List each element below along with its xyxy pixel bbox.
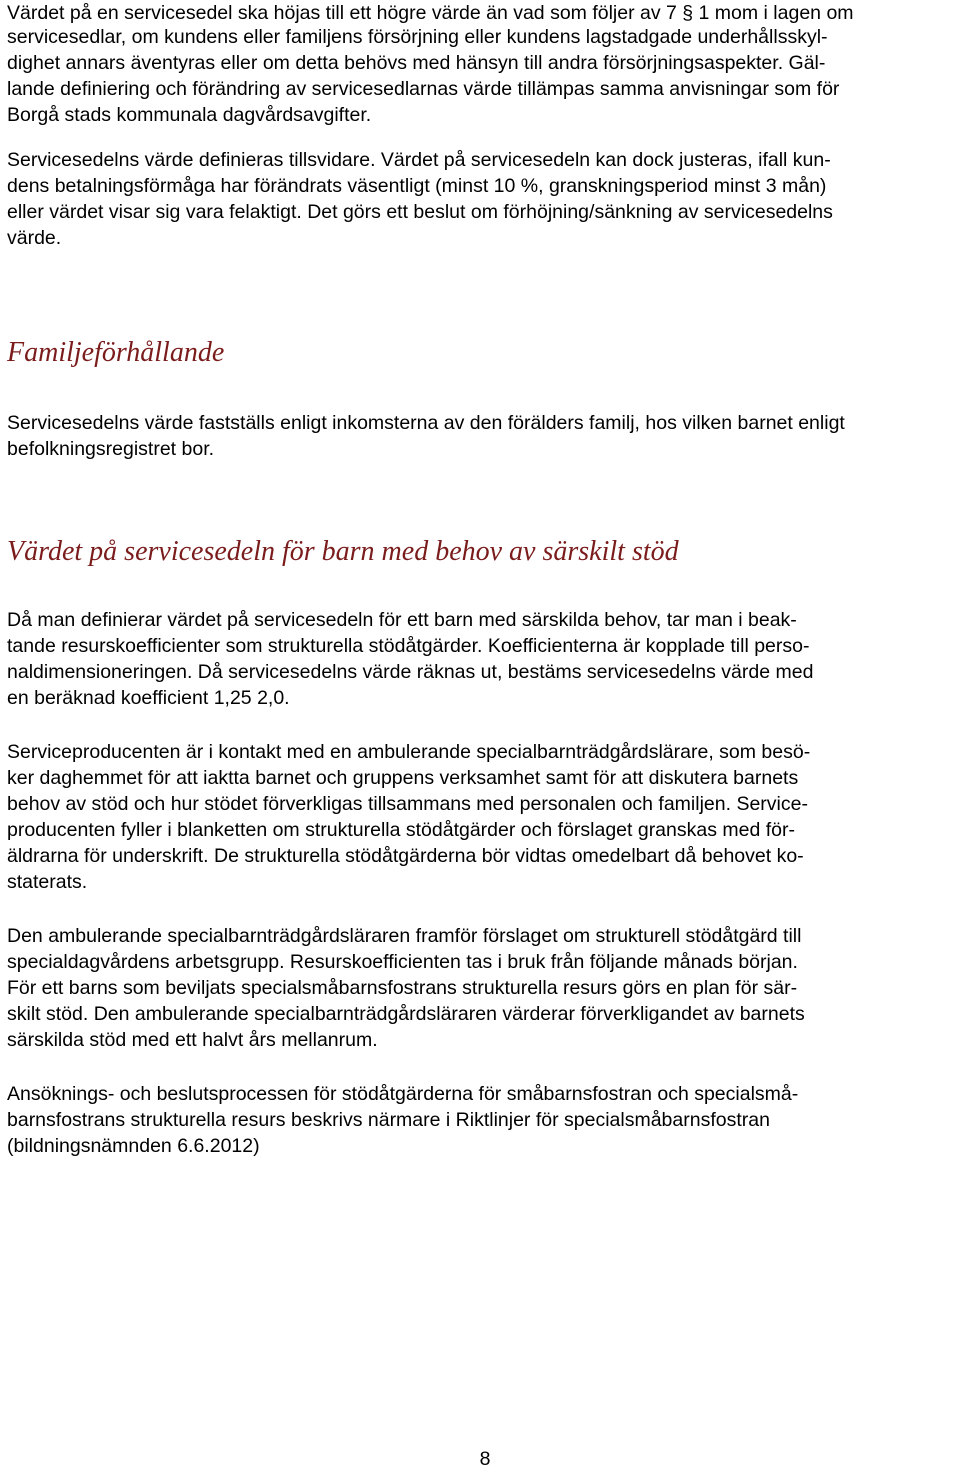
text-line: Borgå stads kommunala dagvårdsavgifter. (7, 104, 372, 126)
text-line: Ansöknings- och beslutsprocessen för stödåtgärderna för småbarnsfostran och specialsmå- (7, 1083, 799, 1105)
text-line: För ett barns som beviljats specialsmåbarnsfostrans strukturella resurs görs en plan för sär- (7, 977, 798, 999)
text-line: äldrarna för underskrift. De strukturella stödåtgärderna bör vidtas omedelbart då behovet ko- (7, 845, 804, 867)
text-line: naldimensioneringen. Då servicesedelns värde räknas ut, bestäms servicesedelns värde med (7, 661, 814, 683)
text-line: Den ambulerande specialbarnträdgårdsläraren framför förslaget om strukturell stödåtgärd till (7, 925, 802, 947)
text-line: en beräknad koefficient 1,25 2,0. (7, 687, 290, 709)
text-line: (bildningsnämnden 6.6.2012) (7, 1135, 260, 1157)
text-line: staterats. (7, 871, 88, 893)
text-line: Servicesedelns värde definieras tillsvidare. Värdet på servicesedeln kan dock justeras, ifall kun- (7, 149, 831, 171)
text-line: dighet annars äventyras eller om detta behövs med hänsyn till andra försörjningsaspekter. Gäl- (7, 52, 826, 74)
text-line: behov av stöd och hur stödet förverkligas tillsammans med personalen och familjen. Service- (7, 793, 808, 815)
text-line: eller värdet visar sig vara felaktigt. Det görs ett beslut om förhöjning/sänkning av servicesedelns (7, 201, 833, 223)
text-line: Serviceproducenten är i kontakt med en ambulerande specialbarnträdgårdslärare, som besö- (7, 741, 811, 763)
text-line: värde. (7, 227, 62, 249)
text-line: dens betalningsförmåga har förändrats väsentligt (minst 10 %, granskningsperiod minst 3 mån) (7, 175, 827, 197)
text-line: ker daghemmet för att iaktta barnet och gruppens verksamhet samt för att diskutera barnets (7, 767, 799, 789)
text-line: servicesedlar, om kundens eller familjens försörjning eller kundens lagstadgade underhållsskyl- (7, 26, 828, 48)
text-line: lande definiering och förändring av servicesedlarnas värde tillämpas samma anvisningar som för (7, 78, 840, 100)
text-line: tande resurskoefficienter som strukturella stödåtgärder. Koefficienterna är kopplade till perso- (7, 635, 810, 657)
text-line: Servicesedelns värde fastställs enligt inkomsterna av den förälders familj, hos vilken barnet enligt (7, 412, 845, 434)
page-number: 8 (479, 1448, 491, 1470)
text-line: Värdet på en servicesedel ska höjas till ett högre värde än vad som följer av 7 § 1 mom i lagen om (7, 2, 854, 24)
text-line: särskilda stöd med ett halvt års mellanrum. (7, 1029, 378, 1051)
text-line: producenten fyller i blanketten om strukturella stödåtgärder och förslaget granskas med för- (7, 819, 795, 841)
text-line: skilt stöd. Den ambulerande specialbarnträdgårdsläraren värderar förverkligandet av barnets (7, 1003, 805, 1025)
section-heading-familjeforhallande: Familjeförhållande (7, 337, 225, 368)
text-line: befolkningsregistret bor. (7, 438, 215, 460)
section-heading-special-support: Värdet på servicesedeln för barn med behov av särskilt stöd (7, 536, 679, 567)
text-line: barnsfostrans strukturella resurs beskrivs närmare i Riktlinjer för specialsmåbarnsfostran (7, 1109, 770, 1131)
text-line: specialdagvårdens arbetsgrupp. Resurskoefficienten tas i bruk från följande månads början. (7, 951, 798, 973)
text-line: Då man definierar värdet på servicesedeln för ett barn med särskilda behov, tar man i beak- (7, 609, 797, 631)
